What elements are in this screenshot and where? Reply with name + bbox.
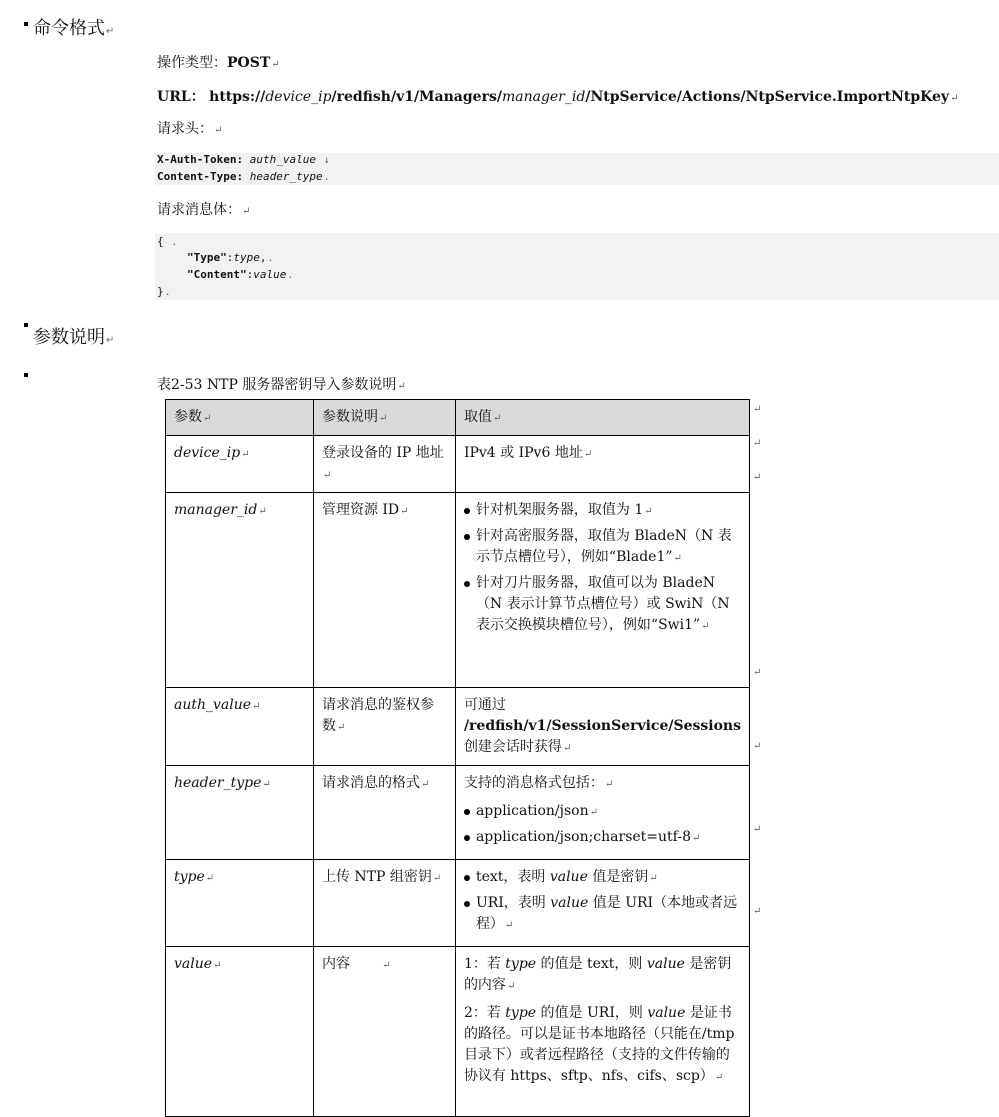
url-line: URL： https://device_ip/redfish/v1/Managers/manager_id/NtpService/Actions/NtpService.ImportNtpKey↵ [157,89,959,105]
body-line-content: "Content":value. [187,268,294,281]
request-body-label: 请求消息体：↵ [157,202,251,218]
row-end-mark: ↵ [753,472,762,483]
param-value [455,493,749,688]
param-desc: 内容 ↵ [313,947,455,1117]
col-header-desc: 参数说明↵ [313,400,455,436]
param-value: IPv4 或 IPv6 地址↵ [455,436,749,493]
section-heading-parameters: 参数说明↵ [33,327,115,348]
row-end-mark: ↵ [753,741,762,752]
list-item: 针对高密服务器，取值为 BladeN（N 表示节点槽位号），例如“Blade1”↵ [464,526,741,569]
value-text: 支持的消息格式包括：↵ [463,775,614,791]
param-name: device_ip↵ [166,436,314,493]
table-row [166,688,750,766]
table-row [166,493,750,688]
param-name: manager_id↵ [166,493,314,688]
param-value [455,860,749,947]
header-line-content-type: Content-Type: header_type. [157,170,330,183]
param-desc: 管理资源 ID↵ [313,493,455,688]
body-open: { . [157,235,178,248]
param-desc: 请求消息的格式↵ [313,766,455,860]
param-value [455,688,749,766]
body-close: }. [157,285,171,298]
list-item: text，表明 value 值是密钥↵ [464,867,741,889]
param-name: type↵ [166,860,314,947]
heading-bullet [24,22,28,26]
table-caption: 表2-53 NTP 服务器密钥导入参数说明↵ [157,377,406,393]
request-headers-label: 请求头：↵ [157,121,223,137]
param-name: auth_value↵ [166,688,314,766]
row-end-mark: ↵ [753,667,762,678]
list-item: URI，表明 value 值是 URI（本地或者远程）↵ [464,893,741,936]
row-end-mark: ↵ [753,824,762,835]
table-row [166,947,750,1117]
header-line-token: X-Auth-Token: auth_value ↓ [157,153,330,166]
body-line-type: "Type":type,. [187,251,274,264]
list-item: 针对机架服务器，取值为 1↵ [464,500,741,522]
value-paragraph-1: 1：若 type 的值是 text，则 value 是密钥的内容↵ [463,956,732,993]
request-body-code [155,233,999,300]
parameter-table [165,399,750,1117]
table-header-row [166,400,750,436]
param-name: header_type↵ [166,766,314,860]
caption-bullet [24,373,28,377]
table-row [166,436,750,493]
list-item: application/json;charset=utf-8↵ [464,827,741,849]
row-end-mark: ↵ [753,906,762,917]
col-header-value: 取值↵ [455,400,749,436]
row-end-mark: ↵ [753,404,762,415]
heading-bullet [24,323,28,327]
section-heading-command-format: 命令格式↵ [33,18,115,39]
col-header-param: 参数↵ [166,400,314,436]
value-text: 可通过 [463,697,506,713]
value-text: 创建会话时获得↵ [463,739,572,755]
list-item: application/json↵ [464,801,741,823]
param-desc: 上传 NTP 组密钥↵ [313,860,455,947]
param-desc: 登录设备的 IP 地址↵ [313,436,455,493]
param-value [455,766,749,860]
param-desc: 请求消息的鉴权参数↵ [313,688,455,766]
param-name: value↵ [166,947,314,1117]
operation-type: 操作类型：POST↵ [157,55,280,71]
param-value [455,947,749,1117]
session-path: /redfish/v1/SessionService/Sessions [463,718,741,734]
list-item: 针对刀片服务器，取值可以为 BladeN（N 表示计算节点槽位号）或 SwiN（N 表示交换模块槽位号），例如“Swi1”↵ [464,573,741,637]
value-paragraph-2: 2：若 type 的值是 URI，则 value 是证书的路径。可以是证书本地路径（只能在/tmp 目录下）或者远程路径（支持的文件传输的协议有 https、sftp、nfs、cifs、scp）↵ [463,1005,735,1084]
request-headers-code [155,153,999,185]
table-row [166,766,750,860]
table-row [166,860,750,947]
row-end-mark: ↵ [753,438,762,449]
